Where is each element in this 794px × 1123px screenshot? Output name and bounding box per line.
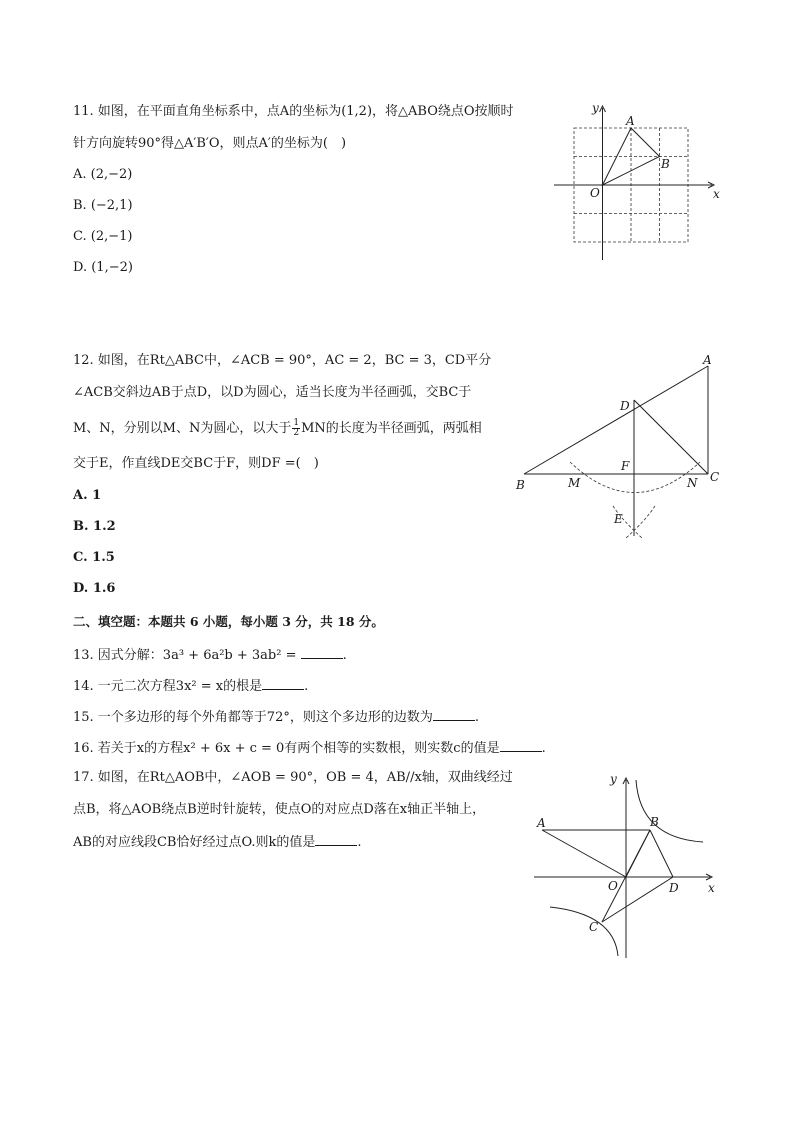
q17-fig-y-label: y (610, 772, 617, 786)
q17-answer-blank[interactable] (315, 833, 357, 846)
q12-stem-line4: 交于E，作直线DE交BC于F，则DF =( ) (73, 456, 319, 471)
q17-line3 (73, 833, 362, 851)
q17-fig-b-label: B (650, 815, 659, 829)
q11-option-a: A. (2,−2) (73, 167, 133, 182)
q11-fig-b-label: B (661, 157, 670, 171)
q12-option-a: A. 1 (73, 488, 102, 503)
q17-fig-c-label: C (589, 920, 599, 934)
q17-line3-text: AB的对应线段CB恰好经过点O.则k的值是 (73, 835, 316, 850)
q14-text: 14. 一元二次方程3x² = x的根是 (73, 679, 263, 694)
q14-period: . (304, 679, 309, 694)
q12-frac-numerator: 1 (293, 418, 300, 428)
q11-option-c: C. (2,−1) (73, 229, 133, 244)
q13-period: . (342, 648, 347, 663)
q17-fig-a-label: A (537, 816, 546, 830)
q12-frac-denominator: 2 (293, 428, 300, 438)
q12-fraction (292, 419, 300, 438)
q17-figure (528, 768, 728, 963)
q11-fig-a-label: A (626, 114, 635, 128)
q14-line (73, 677, 308, 695)
q12-fig-e-label: E (614, 512, 623, 526)
q15-answer-blank[interactable] (433, 708, 475, 721)
q12-fig-f-label: F (621, 459, 630, 473)
q11-fig-y-label: y (592, 101, 599, 115)
q16-answer-blank[interactable] (500, 739, 542, 752)
q11-fig-x-label: x (713, 187, 720, 201)
q12-fig-b-label: B (516, 478, 525, 492)
q12-fig-n-label: N (687, 476, 698, 490)
q12-stem-line1: 12. 如图，在Rt△ABC中，∠ACB = 90°，AC = 2，BC = 3，CD平分 (73, 353, 492, 368)
q17-line2: 点B，将△AOB绕点B逆时针旋转，使点O的对应点D落在x轴正半轴上， (73, 802, 486, 817)
q13-line (73, 646, 347, 664)
q17-fig-d-label: D (669, 881, 679, 895)
q11-option-b: B. (−2,1) (73, 198, 133, 213)
q12-fig-a-label: A (703, 353, 712, 367)
q16-line (73, 739, 546, 757)
q16-period: . (541, 741, 546, 756)
q13-text: 13. 因式分解：3a³ + 6a²b + 3ab² = (73, 648, 301, 663)
q16-text: 16. 若关于x的方程x² + 6x + c = 0有两个相等的实数根，则实数c的值是 (73, 741, 500, 756)
q11-stem-line2: 针方向旋转90°得△A′B′O，则点A′的坐标为( ) (73, 136, 347, 151)
q11-fig-o-label: O (590, 186, 600, 200)
q17-line1: 17. 如图，在Rt△AOB中，∠AOB = 90°，OB = 4，AB//x轴，双曲线经过 (73, 770, 513, 785)
q11-option-d: D. (1,−2) (73, 260, 133, 275)
section2-heading: 二、填空题：本题共 6 小题，每小题 3 分，共 18 分。 (73, 614, 384, 629)
q12-fig-m-label: M (568, 476, 581, 490)
q12-option-d: D. 1.6 (73, 581, 116, 596)
q12-figure (510, 348, 730, 538)
q11-stem-line1: 11. 如图，在平面直角坐标系中，点A的坐标为(1,2)，将△ABO绕点O按顺时 (73, 104, 514, 119)
q15-text: 15. 一个多边形的每个外角都等于72°，则这个多边形的边数为 (73, 710, 433, 725)
q12-stem-line3-pre: M、N，分别以M、N为圆心，以大于 (73, 421, 292, 436)
q15-period: . (474, 710, 479, 725)
q12-fig-c-label: C (710, 470, 720, 484)
q12-fig-d-label: D (620, 399, 630, 413)
q12-stem-line2: ∠ACB交斜边AB于点D，以D为圆心，适当长度为半径画弧，交BC于 (73, 385, 472, 400)
q17-fig-o-label: O (608, 879, 618, 893)
q15-line (73, 708, 479, 726)
q12-option-c: C. 1.5 (73, 550, 115, 565)
q12-stem-line3-post: MN的长度为半径画弧，两弧相 (301, 421, 482, 436)
q11-figure (550, 100, 725, 265)
q13-answer-blank[interactable] (301, 646, 343, 659)
q12-stem-line3 (73, 419, 482, 438)
q17-fig-x-label: x (708, 881, 715, 895)
q17-period: . (357, 835, 362, 850)
q14-answer-blank[interactable] (262, 677, 304, 690)
q12-option-b: B. 1.2 (73, 519, 116, 534)
